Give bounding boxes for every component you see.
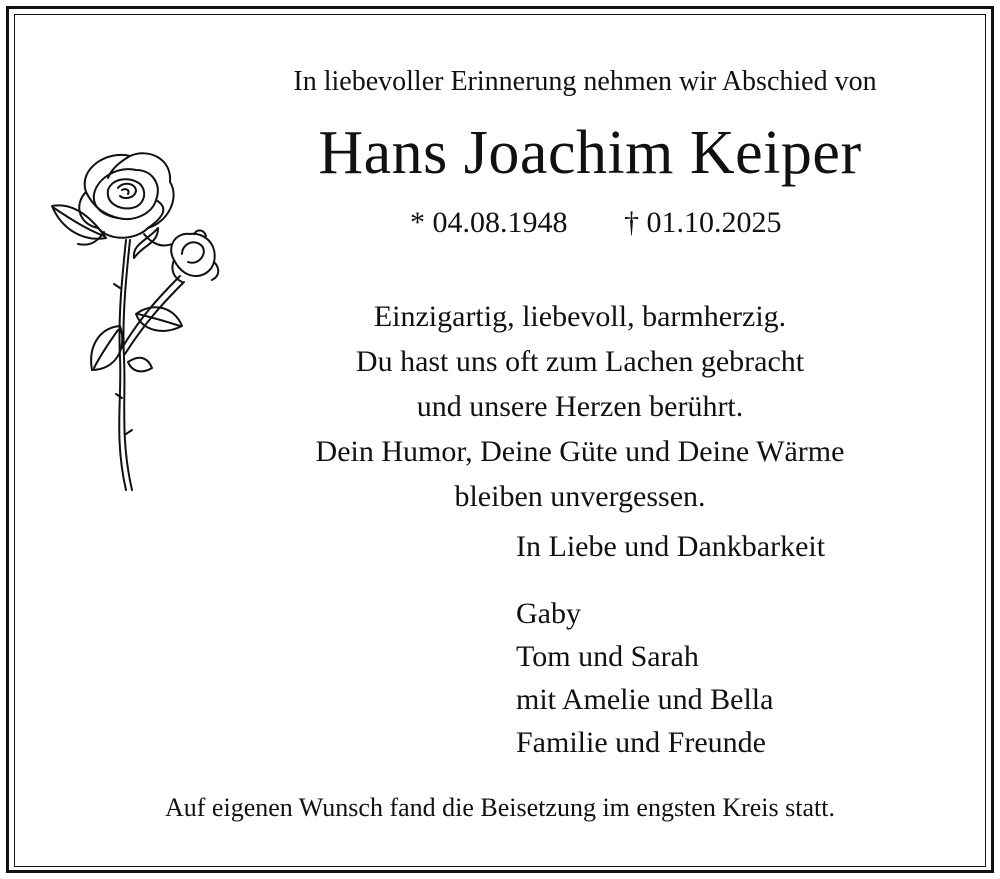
birth-date: * 04.08.1948 — [410, 206, 568, 239]
signer: Familie und Freunde — [516, 726, 766, 759]
intro-line: In liebevoller Erinnerung nehmen wir Abschied von — [293, 66, 877, 97]
poem-line: Einzigartig, liebevoll, barmherzig. — [373, 300, 787, 333]
rose-icon — [48, 148, 228, 494]
signer: Gaby — [516, 597, 581, 630]
signer: mit Amelie und Bella — [516, 683, 774, 716]
poem-line: Dein Humor, Deine Güte und Deine Wärme — [315, 435, 845, 468]
signers-list — [516, 592, 773, 764]
deceased-name: Hans Joachim Keiper — [318, 119, 862, 187]
footer-note: Auf eigenen Wunsch fand die Beisetzung im engsten Kreis statt. — [165, 793, 835, 822]
poem-line: Du hast uns oft zum Lachen gebracht — [355, 345, 805, 378]
closing-phrase: In Liebe und Dankbarkeit — [516, 530, 826, 563]
poem-line: bleiben unvergessen. — [454, 480, 706, 513]
poem-line: und unsere Herzen berührt. — [416, 390, 744, 423]
signer: Tom und Sarah — [516, 640, 699, 673]
poem — [200, 294, 960, 519]
death-date: † 01.10.2025 — [624, 206, 782, 239]
